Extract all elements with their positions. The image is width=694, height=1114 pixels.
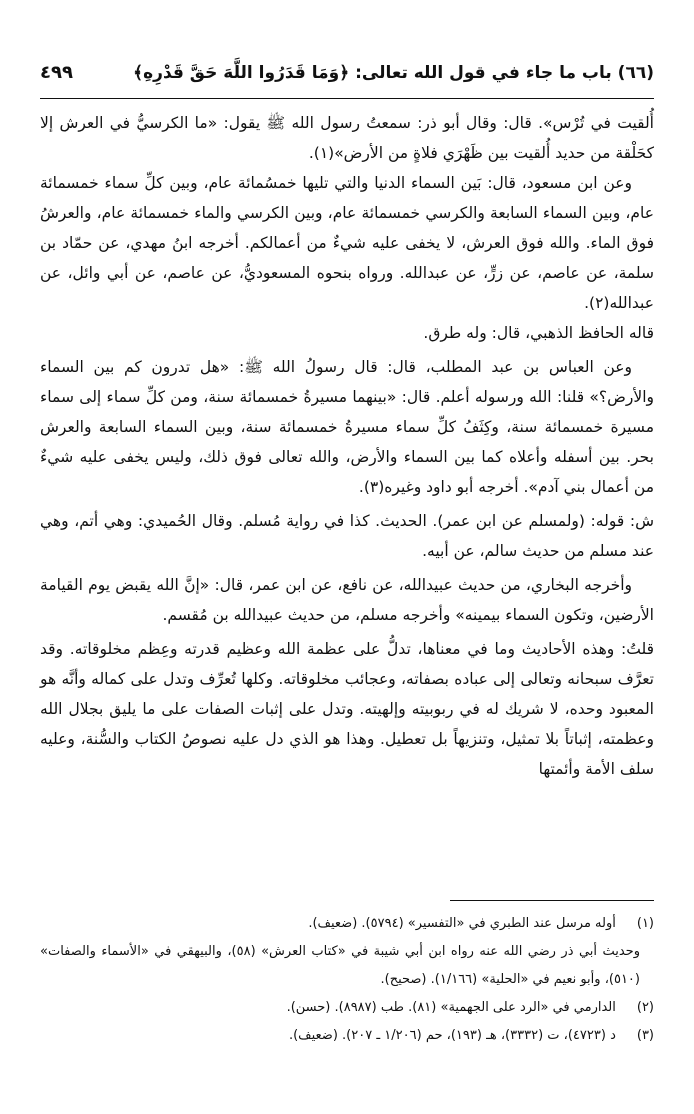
footnote bbox=[40, 938, 654, 994]
footnote bbox=[40, 994, 654, 1022]
footnote-text: د (٤٧٢٣)، ت (٣٣٣٢)، هـ (١٩٣)، حم (١/٢٠٦ ـ ٢٠٧). (ضعيف). bbox=[288, 1028, 616, 1043]
footnote-number: (٣) bbox=[636, 1028, 654, 1043]
footnote-divider bbox=[450, 900, 654, 901]
chapter-title: (٦٦) باب ما جاء في قول الله تعالى: ﴿وَمَا قَدَرُوا اللَّهَ حَقَّ قَدْرِهِ﴾ bbox=[133, 63, 654, 83]
footnote-number: (٢) bbox=[636, 1000, 654, 1015]
footnote bbox=[40, 1022, 654, 1050]
footnote bbox=[40, 910, 654, 938]
footnote-number: (١) bbox=[636, 916, 654, 931]
page-number: ٤٩٩ bbox=[40, 62, 73, 83]
paragraph: أُلقيت في تُرْس». قال: وقال أبو ذر: سمعتُ رسول الله ﷺ يقول: «ما الكرسيُّ في العرش إلا كحَلْقة من حديد أُلقيت بين ظَهْرَي فلاةٍ من الأرض»(١). bbox=[40, 114, 654, 162]
footnote-text: وحديث أبي ذر رضي الله عنه رواه ابن أبي شيبة في «كتاب العرش» (٥٨)، والبيهقي في «الأسماء والصفات» (٥١٠)، وأبو نعيم في «الحلية» (١/١٦٦). (صحيح). bbox=[40, 944, 641, 987]
paragraph: قاله الحافظ الذهبي، قال: وله طرق. bbox=[423, 324, 654, 342]
paragraph: وعن العباس بن عبد المطلب، قال: قال رسولُ الله ﷺ: «هل تدرون كم بين السماء والأرض؟» قلنا: الله ورسوله أعلم. قال: «بينهما مسيرةُ خمسمائة سنة، ومن كلِّ سماء إلى سماء مسيرة خمسمائة سنة، وكِثَفُ كلِّ سماء مسيرةُ خمسمائة سنة، وبين السماء السابعة والعرش بحر. بين أسفله وأعلاه كما بين السماء والأرض، والله تعالى فوق ذلك، وليس يخفى عليه شيءٌ من أعمال بني آدم». أخرجه أبو داود وغيره(٣). bbox=[40, 358, 654, 496]
footnote-text: أوله مرسل عند الطبري في «التفسير» (٥٧٩٤). (ضعيف). bbox=[308, 916, 616, 931]
header-divider bbox=[40, 98, 654, 99]
paragraph: وعن ابن مسعود، قال: بَين السماء الدنيا والتي تليها خمسُمائة عام، وبين كلِّ سماء خمسمائة عام، وبين السماء السابعة والكرسي خمسمائة عام، وبين الكرسي والماء خمسمائة عام، والعرشُ فوق الماء. والله فوق العرش، لا يخفى عليه شيءٌ من أعمالكم. أخرجه ابنُ مهدي، عن حمّاد بن سلمة، عن عاصم، عن زرٍّ، عن عبدالله. ورواه بنحوه المسعوديُّ، عن عاصم، عن أبي وائل، عن عبدالله(٢). bbox=[40, 174, 654, 312]
footnote-text: الدارمي في «الرد على الجهمية» (٨١). طب (٨٩٨٧). (حسن). bbox=[286, 1000, 616, 1015]
paragraph: وأخرجه البخاري، من حديث عبيدالله، عن نافع، عن ابن عمر، قال: «إنَّ الله يقبض يوم القيامة الأرضين، وتكون السماء بيمينه» وأخرجه مسلم، من حديث عبيدالله بن مُقسم. bbox=[40, 576, 654, 624]
main-text bbox=[40, 108, 654, 784]
page-header bbox=[40, 62, 654, 83]
footnotes bbox=[40, 910, 654, 1050]
paragraph: قلتُ: وهذه الأحاديث وما في معناها، تدلُّ على عظمة الله وعظيم قدرته وعِظم مخلوقاته. وقد تعرَّف سبحانه وتعالى إلى عباده بصفاته، وعجائب مخلوقاته. وكلها تُعرِّف وتدل على كماله وأنَّه هو المعبود وحده، لا شريك له في ربوبيته وإلهيته. وتدل على إثبات الصفات على ما يليق بجلال الله وعظمته، إثباتاً بلا تمثيل، وتنزيهاً بل تعطيل. وهذا هو الذي دل عليه نصوصُ الكتاب والسُّنة، وعليه سلف الأمة وأئمتها bbox=[40, 640, 654, 778]
paragraph: ش: قوله: (ولمسلم عن ابن عمر). الحديث. كذا في رواية مُسلم. وقال الحُميدي: وهي أتم، وهي عند مسلم من حديث سالم، عن أبيه. bbox=[40, 512, 654, 560]
